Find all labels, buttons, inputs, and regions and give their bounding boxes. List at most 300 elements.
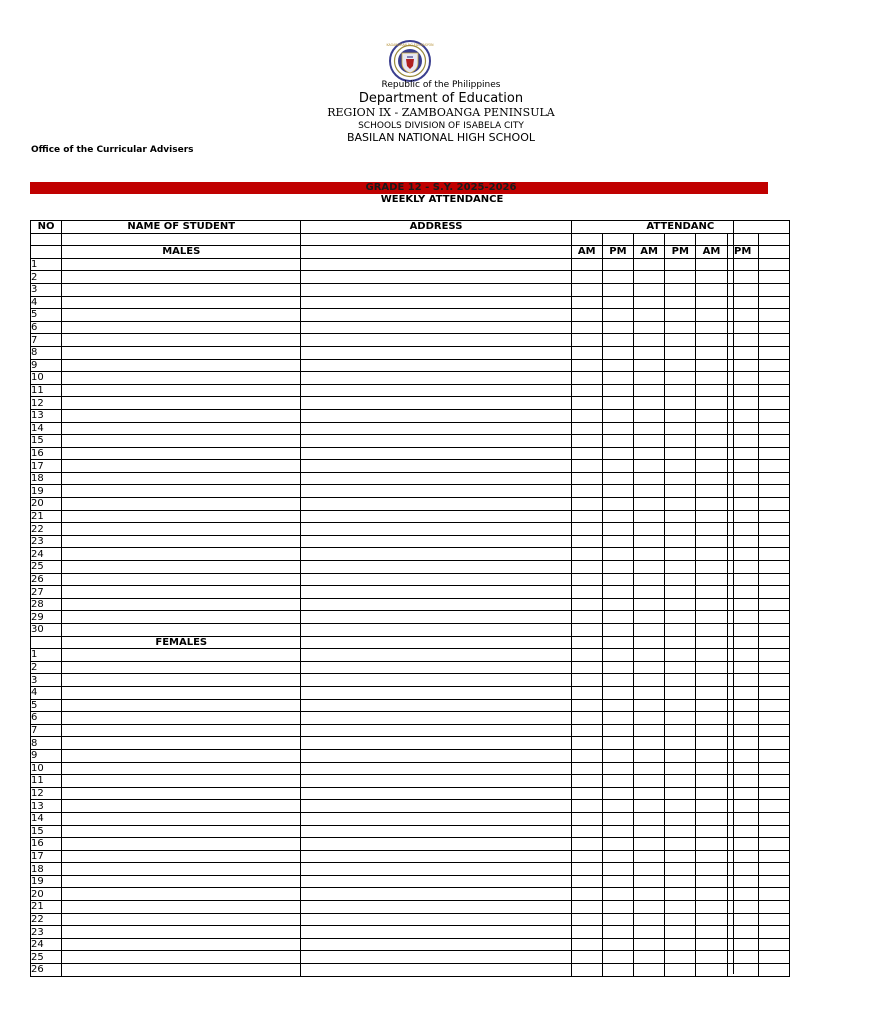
attendance-cell[interactable] [758,561,789,574]
attendance-cell[interactable] [727,888,758,901]
attendance-cell[interactable] [758,472,789,485]
student-address-cell[interactable] [301,460,571,473]
attendance-cell[interactable] [758,485,789,498]
attendance-cell[interactable] [602,661,633,674]
attendance-cell[interactable] [602,561,633,574]
attendance-cell[interactable] [727,409,758,422]
attendance-cell[interactable] [696,523,727,536]
attendance-cell[interactable] [727,422,758,435]
attendance-cell[interactable] [665,372,696,385]
attendance-cell[interactable] [634,724,665,737]
attendance-cell[interactable] [727,699,758,712]
attendance-cell[interactable] [727,951,758,964]
attendance-cell[interactable] [602,926,633,939]
attendance-cell[interactable] [665,661,696,674]
student-name-cell[interactable] [62,271,301,284]
attendance-cell[interactable] [634,561,665,574]
attendance-cell[interactable] [696,422,727,435]
attendance-cell[interactable] [758,586,789,599]
student-address-cell[interactable] [301,435,571,448]
attendance-cell[interactable] [696,372,727,385]
attendance-cell[interactable] [571,271,602,284]
attendance-cell[interactable] [571,346,602,359]
attendance-cell[interactable] [696,775,727,788]
attendance-cell[interactable] [602,712,633,725]
student-address-cell[interactable] [301,686,571,699]
attendance-cell[interactable] [758,624,789,637]
attendance-cell[interactable] [602,271,633,284]
student-address-cell[interactable] [301,624,571,637]
attendance-cell[interactable] [665,888,696,901]
attendance-cell[interactable] [758,271,789,284]
attendance-cell[interactable] [758,598,789,611]
attendance-cell[interactable] [758,510,789,523]
attendance-cell[interactable] [602,838,633,851]
attendance-cell[interactable] [696,258,727,271]
attendance-cell[interactable] [602,875,633,888]
attendance-cell[interactable] [634,913,665,926]
attendance-cell[interactable] [634,636,665,649]
student-name-cell[interactable] [62,624,301,637]
attendance-cell[interactable] [634,863,665,876]
attendance-cell[interactable] [634,699,665,712]
attendance-cell[interactable] [665,926,696,939]
student-name-cell[interactable] [62,296,301,309]
attendance-cell[interactable] [696,485,727,498]
attendance-cell[interactable] [758,775,789,788]
attendance-cell[interactable] [602,649,633,662]
attendance-cell[interactable] [665,699,696,712]
attendance-cell[interactable] [634,283,665,296]
attendance-cell[interactable] [727,775,758,788]
attendance-cell[interactable] [571,749,602,762]
attendance-cell[interactable] [571,548,602,561]
student-address-cell[interactable] [301,561,571,574]
attendance-cell[interactable] [758,926,789,939]
attendance-cell[interactable] [727,875,758,888]
attendance-cell[interactable] [665,573,696,586]
student-name-cell[interactable] [62,598,301,611]
attendance-cell[interactable] [665,510,696,523]
attendance-cell[interactable] [665,812,696,825]
attendance-cell[interactable] [758,901,789,914]
student-address-cell[interactable] [301,598,571,611]
attendance-cell[interactable] [758,447,789,460]
attendance-cell[interactable] [758,372,789,385]
attendance-cell[interactable] [696,548,727,561]
student-name-cell[interactable] [62,875,301,888]
attendance-cell[interactable] [758,838,789,851]
attendance-cell[interactable] [665,309,696,322]
attendance-cell[interactable] [571,309,602,322]
attendance-cell[interactable] [727,598,758,611]
attendance-cell[interactable] [727,787,758,800]
attendance-cell[interactable] [634,611,665,624]
attendance-cell[interactable] [758,409,789,422]
attendance-cell[interactable] [634,749,665,762]
attendance-cell[interactable] [571,258,602,271]
student-name-cell[interactable] [62,258,301,271]
attendance-cell[interactable] [571,825,602,838]
attendance-cell[interactable] [571,775,602,788]
student-address-cell[interactable] [301,447,571,460]
attendance-cell[interactable] [634,523,665,536]
student-address-cell[interactable] [301,359,571,372]
student-address-cell[interactable] [301,661,571,674]
student-name-cell[interactable] [62,964,301,977]
student-address-cell[interactable] [301,321,571,334]
attendance-cell[interactable] [727,724,758,737]
student-address-cell[interactable] [301,283,571,296]
student-address-cell[interactable] [301,875,571,888]
student-address-cell[interactable] [301,548,571,561]
student-name-cell[interactable] [62,397,301,410]
attendance-cell[interactable] [758,636,789,649]
attendance-cell[interactable] [602,674,633,687]
attendance-cell[interactable] [758,611,789,624]
attendance-cell[interactable] [571,384,602,397]
attendance-cell[interactable] [571,762,602,775]
attendance-cell[interactable] [665,598,696,611]
attendance-cell[interactable] [571,901,602,914]
attendance-cell[interactable] [571,586,602,599]
attendance-cell[interactable] [696,850,727,863]
student-address-cell[interactable] [301,309,571,322]
attendance-cell[interactable] [727,624,758,637]
attendance-cell[interactable] [696,699,727,712]
attendance-cell[interactable] [602,296,633,309]
attendance-cell[interactable] [602,258,633,271]
attendance-cell[interactable] [758,686,789,699]
attendance-cell[interactable] [727,901,758,914]
student-address-cell[interactable] [301,724,571,737]
attendance-cell[interactable] [758,787,789,800]
attendance-cell[interactable] [727,384,758,397]
attendance-cell[interactable] [634,372,665,385]
attendance-cell[interactable] [571,964,602,977]
student-address-cell[interactable] [301,510,571,523]
attendance-cell[interactable] [727,372,758,385]
attendance-cell[interactable] [602,573,633,586]
attendance-cell[interactable] [665,686,696,699]
attendance-cell[interactable] [696,712,727,725]
attendance-cell[interactable] [696,397,727,410]
attendance-cell[interactable] [758,397,789,410]
attendance-cell[interactable] [696,749,727,762]
attendance-cell[interactable] [602,498,633,511]
attendance-cell[interactable] [696,296,727,309]
attendance-cell[interactable] [571,724,602,737]
attendance-cell[interactable] [602,825,633,838]
attendance-cell[interactable] [758,422,789,435]
student-address-cell[interactable] [301,346,571,359]
student-name-cell[interactable] [62,283,301,296]
attendance-cell[interactable] [602,346,633,359]
student-address-cell[interactable] [301,472,571,485]
student-address-cell[interactable] [301,863,571,876]
attendance-cell[interactable] [571,951,602,964]
attendance-cell[interactable] [634,901,665,914]
student-name-cell[interactable] [62,686,301,699]
attendance-cell[interactable] [571,636,602,649]
attendance-cell[interactable] [696,472,727,485]
attendance-cell[interactable] [758,283,789,296]
attendance-cell[interactable] [758,573,789,586]
student-address-cell[interactable] [301,523,571,536]
attendance-cell[interactable] [665,397,696,410]
student-name-cell[interactable] [62,724,301,737]
attendance-cell[interactable] [758,460,789,473]
attendance-cell[interactable] [602,964,633,977]
attendance-cell[interactable] [665,359,696,372]
student-name-cell[interactable] [62,812,301,825]
attendance-cell[interactable] [727,812,758,825]
attendance-cell[interactable] [665,296,696,309]
attendance-cell[interactable] [758,523,789,536]
attendance-cell[interactable] [665,485,696,498]
attendance-cell[interactable] [665,258,696,271]
attendance-cell[interactable] [727,863,758,876]
attendance-cell[interactable] [634,498,665,511]
attendance-cell[interactable] [696,888,727,901]
attendance-cell[interactable] [634,775,665,788]
attendance-cell[interactable] [602,749,633,762]
attendance-cell[interactable] [634,334,665,347]
attendance-cell[interactable] [696,271,727,284]
attendance-cell[interactable] [571,661,602,674]
attendance-cell[interactable] [602,850,633,863]
attendance-cell[interactable] [727,397,758,410]
attendance-cell[interactable] [571,611,602,624]
attendance-cell[interactable] [727,359,758,372]
attendance-cell[interactable] [602,699,633,712]
student-address-cell[interactable] [301,699,571,712]
attendance-cell[interactable] [571,447,602,460]
attendance-cell[interactable] [665,472,696,485]
attendance-cell[interactable] [665,460,696,473]
student-name-cell[interactable] [62,498,301,511]
attendance-cell[interactable] [602,283,633,296]
attendance-cell[interactable] [696,435,727,448]
attendance-cell[interactable] [634,686,665,699]
attendance-cell[interactable] [696,938,727,951]
attendance-cell[interactable] [634,359,665,372]
attendance-cell[interactable] [696,561,727,574]
attendance-cell[interactable] [758,498,789,511]
attendance-cell[interactable] [634,435,665,448]
attendance-cell[interactable] [696,762,727,775]
attendance-cell[interactable] [634,321,665,334]
attendance-cell[interactable] [665,384,696,397]
attendance-cell[interactable] [634,762,665,775]
attendance-cell[interactable] [665,863,696,876]
student-address-cell[interactable] [301,485,571,498]
attendance-cell[interactable] [665,409,696,422]
attendance-cell[interactable] [571,686,602,699]
student-name-cell[interactable] [62,422,301,435]
student-address-cell[interactable] [301,800,571,813]
attendance-cell[interactable] [727,472,758,485]
student-address-cell[interactable] [301,258,571,271]
attendance-cell[interactable] [634,397,665,410]
attendance-cell[interactable] [571,913,602,926]
student-name-cell[interactable] [62,787,301,800]
student-name-cell[interactable] [62,334,301,347]
attendance-cell[interactable] [665,498,696,511]
attendance-cell[interactable] [696,686,727,699]
attendance-cell[interactable] [571,624,602,637]
attendance-cell[interactable] [696,737,727,750]
attendance-cell[interactable] [665,422,696,435]
attendance-cell[interactable] [602,598,633,611]
attendance-cell[interactable] [727,926,758,939]
attendance-cell[interactable] [602,812,633,825]
student-name-cell[interactable] [62,573,301,586]
attendance-cell[interactable] [602,724,633,737]
student-address-cell[interactable] [301,296,571,309]
attendance-cell[interactable] [634,812,665,825]
attendance-cell[interactable] [571,573,602,586]
attendance-cell[interactable] [758,699,789,712]
attendance-cell[interactable] [727,913,758,926]
student-address-cell[interactable] [301,951,571,964]
attendance-cell[interactable] [602,523,633,536]
attendance-cell[interactable] [571,498,602,511]
student-name-cell[interactable] [62,901,301,914]
attendance-cell[interactable] [634,951,665,964]
student-address-cell[interactable] [301,901,571,914]
attendance-cell[interactable] [665,321,696,334]
attendance-cell[interactable] [665,800,696,813]
student-address-cell[interactable] [301,271,571,284]
student-name-cell[interactable] [62,762,301,775]
attendance-cell[interactable] [727,498,758,511]
student-name-cell[interactable] [62,951,301,964]
attendance-cell[interactable] [665,901,696,914]
attendance-cell[interactable] [727,548,758,561]
attendance-cell[interactable] [696,838,727,851]
attendance-cell[interactable] [634,548,665,561]
attendance-cell[interactable] [758,850,789,863]
attendance-cell[interactable] [758,334,789,347]
attendance-cell[interactable] [696,611,727,624]
attendance-cell[interactable] [727,838,758,851]
attendance-cell[interactable] [758,674,789,687]
attendance-cell[interactable] [727,447,758,460]
attendance-cell[interactable] [696,875,727,888]
attendance-cell[interactable] [727,686,758,699]
attendance-cell[interactable] [696,913,727,926]
student-address-cell[interactable] [301,926,571,939]
student-name-cell[interactable] [62,749,301,762]
attendance-cell[interactable] [665,875,696,888]
attendance-cell[interactable] [665,964,696,977]
attendance-cell[interactable] [571,435,602,448]
student-name-cell[interactable] [62,409,301,422]
attendance-cell[interactable] [696,863,727,876]
attendance-cell[interactable] [665,825,696,838]
attendance-cell[interactable] [727,535,758,548]
attendance-cell[interactable] [571,838,602,851]
attendance-cell[interactable] [727,712,758,725]
attendance-cell[interactable] [602,938,633,951]
student-address-cell[interactable] [301,838,571,851]
attendance-cell[interactable] [665,850,696,863]
attendance-cell[interactable] [696,624,727,637]
attendance-cell[interactable] [634,309,665,322]
attendance-cell[interactable] [634,510,665,523]
attendance-cell[interactable] [665,535,696,548]
attendance-cell[interactable] [634,460,665,473]
attendance-cell[interactable] [634,825,665,838]
student-address-cell[interactable] [301,535,571,548]
attendance-cell[interactable] [665,712,696,725]
attendance-cell[interactable] [602,686,633,699]
student-address-cell[interactable] [301,409,571,422]
attendance-cell[interactable] [727,586,758,599]
attendance-cell[interactable] [602,472,633,485]
attendance-cell[interactable] [571,523,602,536]
attendance-cell[interactable] [571,359,602,372]
attendance-cell[interactable] [665,283,696,296]
attendance-cell[interactable] [696,498,727,511]
student-address-cell[interactable] [301,938,571,951]
student-address-cell[interactable] [301,422,571,435]
student-address-cell[interactable] [301,384,571,397]
attendance-cell[interactable] [634,926,665,939]
attendance-cell[interactable] [602,334,633,347]
student-address-cell[interactable] [301,498,571,511]
attendance-cell[interactable] [602,397,633,410]
attendance-cell[interactable] [696,800,727,813]
attendance-cell[interactable] [665,334,696,347]
attendance-cell[interactable] [571,875,602,888]
attendance-cell[interactable] [634,964,665,977]
attendance-cell[interactable] [602,586,633,599]
attendance-cell[interactable] [634,258,665,271]
attendance-cell[interactable] [602,624,633,637]
attendance-cell[interactable] [696,636,727,649]
attendance-cell[interactable] [665,787,696,800]
student-address-cell[interactable] [301,674,571,687]
attendance-cell[interactable] [727,346,758,359]
attendance-cell[interactable] [696,535,727,548]
attendance-cell[interactable] [571,938,602,951]
student-address-cell[interactable] [301,812,571,825]
attendance-cell[interactable] [758,359,789,372]
attendance-cell[interactable] [665,649,696,662]
attendance-cell[interactable] [602,611,633,624]
attendance-cell[interactable] [634,850,665,863]
attendance-cell[interactable] [696,359,727,372]
attendance-cell[interactable] [571,598,602,611]
attendance-cell[interactable] [758,737,789,750]
attendance-cell[interactable] [758,346,789,359]
attendance-cell[interactable] [571,888,602,901]
attendance-cell[interactable] [696,447,727,460]
student-name-cell[interactable] [62,699,301,712]
student-name-cell[interactable] [62,586,301,599]
attendance-cell[interactable] [758,535,789,548]
attendance-cell[interactable] [602,535,633,548]
attendance-cell[interactable] [665,951,696,964]
attendance-cell[interactable] [665,346,696,359]
attendance-cell[interactable] [758,888,789,901]
attendance-cell[interactable] [758,800,789,813]
attendance-cell[interactable] [665,523,696,536]
attendance-cell[interactable] [758,825,789,838]
attendance-cell[interactable] [727,258,758,271]
